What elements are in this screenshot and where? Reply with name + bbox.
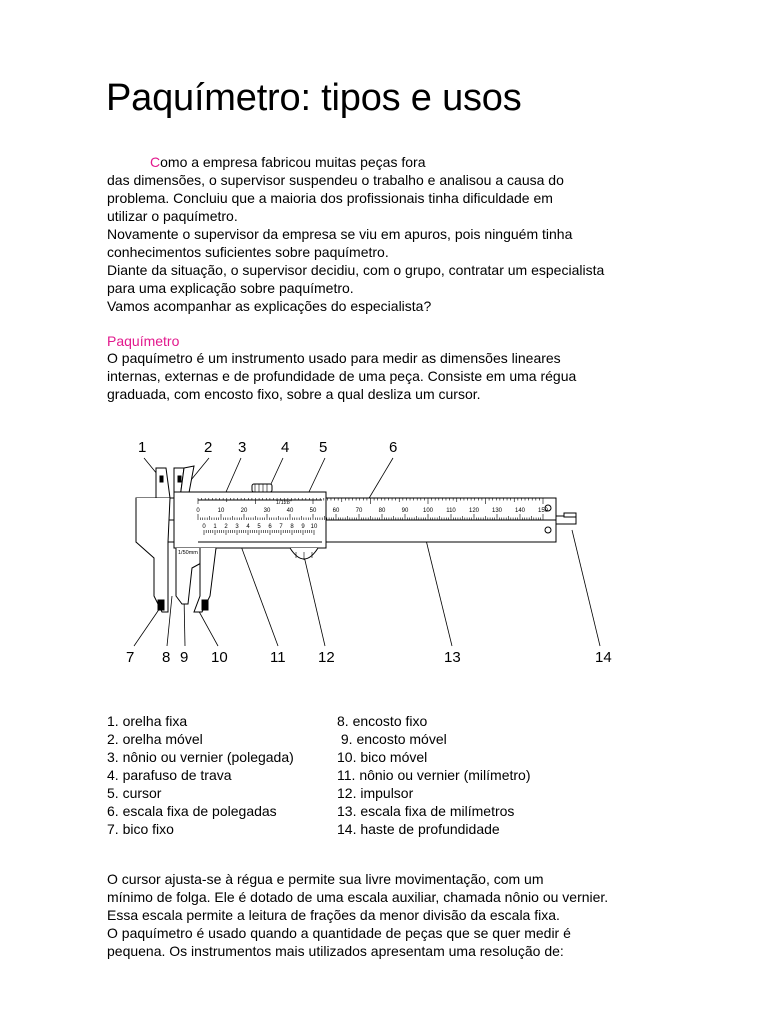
legend-item: 7. bico fixo	[107, 821, 174, 837]
vernier-label: 5	[257, 524, 261, 530]
callout-13: 13	[444, 649, 461, 666]
drop-cap: C	[150, 154, 161, 170]
intro-line: conhecimentos suficientes sobre paquímetro.	[107, 244, 389, 260]
callout-10: 10	[211, 649, 228, 666]
callout-14: 14	[595, 649, 612, 666]
vernier-label: 6	[268, 524, 272, 530]
legend-item: 3. nônio ou vernier (polegada)	[107, 749, 294, 765]
callout-8: 8	[162, 649, 171, 666]
cursor-slide	[174, 466, 326, 612]
intro-line: Diante da situação, o supervisor decidiu, com o grupo, contratar um especialista	[107, 262, 605, 278]
callout-7: 7	[126, 649, 135, 666]
mm-label: 10	[217, 508, 225, 514]
mm-label: 60	[332, 508, 340, 514]
callout-5: 5	[319, 439, 328, 456]
section-title: Paquímetro	[107, 333, 180, 349]
cursor-paragraph	[107, 870, 608, 960]
callout-4: 4	[281, 439, 290, 456]
legend-right	[337, 712, 530, 838]
mm-label: 70	[355, 508, 363, 514]
callout-1: 1	[138, 439, 147, 456]
definition-paragraph	[107, 349, 576, 403]
outro-line: pequena. Os instrumentos mais utilizados apresentam uma resolução de:	[107, 943, 564, 959]
legend-item: 4. parafuso de trava	[107, 767, 232, 783]
legend-item: 6. escala fixa de polegadas	[107, 803, 277, 819]
callout-3: 3	[238, 439, 247, 456]
legend-item: 8. encosto fixo	[337, 713, 428, 729]
intro-line: problema. Concluiu que a maioria dos profissionais tinha dificuldade em	[107, 190, 553, 206]
vernier-label: 4	[246, 524, 250, 530]
callout-2: 2	[204, 439, 213, 456]
mm-label: 50	[309, 508, 317, 514]
intro-paragraph	[107, 153, 604, 315]
callout-11: 11	[270, 649, 286, 666]
legend-item: 2. orelha móvel	[107, 731, 203, 747]
intro-line: das dimensões, o supervisor suspendeu o trabalho e analisou a causa do	[107, 172, 564, 188]
definition-line: O paquímetro é um instrumento usado para medir as dimensões lineares	[107, 350, 561, 366]
page-title: Paquímetro: tipos e usos	[106, 77, 522, 119]
legend-item: 14. haste de profundidade	[337, 821, 500, 837]
fixed-jaw	[136, 468, 170, 612]
mm-label: 40	[286, 508, 294, 514]
legend-item: 11. nônio ou vernier (milímetro)	[337, 767, 531, 783]
inch-resolution-label: 1/128"	[276, 500, 292, 506]
mm-label: 0	[196, 508, 200, 514]
vernier-label: 0	[202, 524, 206, 530]
mm-label: 20	[240, 508, 248, 514]
mm-label: 30	[263, 508, 271, 514]
vernier-label: 9	[301, 524, 305, 530]
outro-line: Essa escala permite a leitura de frações da menor divisão da escala fixa.	[107, 907, 560, 923]
outro-line: O cursor ajusta-se à régua e permite sua livre movimentação, com um	[107, 871, 544, 887]
caliper-diagram	[118, 428, 638, 678]
vernier-label: 1	[213, 524, 217, 530]
mm-label: 130	[491, 508, 503, 514]
vernier-label: 2	[224, 524, 228, 530]
callout-12: 12	[318, 649, 335, 666]
mm-resolution-label: 1/50mm	[178, 550, 198, 556]
mm-label: 100	[422, 508, 434, 514]
intro-line: Como a empresa fabricou muitas peças fora	[150, 154, 426, 170]
legend-item: 10. bico móvel	[337, 749, 428, 765]
legend-item: 5. cursor	[107, 785, 162, 801]
legend-item: 1. orelha fixa	[107, 713, 188, 729]
intro-line: utilizar o paquímetro.	[107, 208, 238, 224]
vernier-label: 8	[290, 524, 294, 530]
mm-label: 150	[537, 508, 549, 514]
legend-item: 12. impulsor	[337, 785, 414, 801]
definition-line: internas, externas e de profundidade de uma peça. Consiste em uma régua	[107, 368, 577, 384]
legend-item: 9. encosto móvel	[337, 731, 447, 747]
outro-line: O paquímetro é usado quando a quantidade de peças que se quer medir é	[107, 925, 571, 941]
intro-line: para uma explicação sobre paquímetro.	[107, 280, 354, 296]
intro-line: Vamos acompanhar as explicações do especialista?	[107, 298, 432, 314]
vernier-label: 7	[279, 524, 283, 530]
callout-9: 9	[180, 649, 189, 666]
outro-line: mínimo de folga. Ele é dotado de uma escala auxiliar, chamada nônio ou vernier.	[107, 889, 609, 905]
mm-label: 90	[401, 508, 409, 514]
vernier-label: 3	[235, 524, 239, 530]
mm-label: 140	[514, 508, 526, 514]
legend-item: 13. escala fixa de milímetros	[337, 803, 515, 819]
callout-6: 6	[389, 439, 398, 456]
vernier-label: 10	[310, 524, 318, 530]
mm-label: 120	[468, 508, 480, 514]
legend-left	[107, 712, 294, 838]
definition-line: graduada, com encosto fixo, sobre a qual desliza um cursor.	[107, 386, 481, 402]
mm-label: 110	[446, 508, 456, 514]
intro-line: Novamente o supervisor da empresa se viu em apuros, pois ninguém tinha	[107, 226, 573, 242]
mm-label: 80	[378, 508, 386, 514]
